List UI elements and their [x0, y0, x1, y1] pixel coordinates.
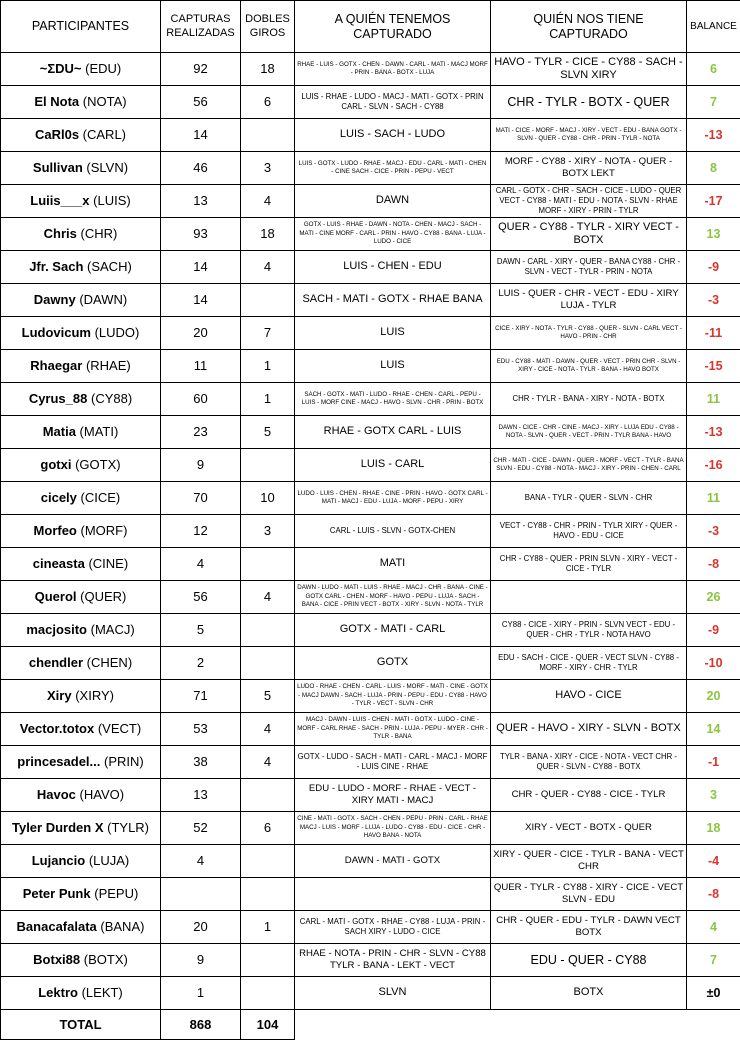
captured-us-cell: MORF - CY88 - XIRY - NOTA - QUER - BOTX LEKT	[491, 152, 687, 185]
captures-cell: 11	[161, 350, 241, 383]
participant-name	[1, 152, 161, 185]
participant-nick: Matia	[43, 424, 76, 439]
balance-cell: 18	[687, 812, 740, 845]
balance-cell: -13	[687, 416, 740, 449]
captured-by-us-cell: SLVN	[295, 977, 491, 1010]
table-row	[1, 152, 740, 185]
captured-us-cell: DAWN - CARL - XIRY - QUER - BANA CY88 - CHR - SLVN - VECT - TYLR - PRIN - NOTA	[491, 251, 687, 284]
double-turns-cell	[241, 119, 295, 152]
captured-by-us-cell: DAWN - LUDO - MATI - LUIS - RHAE - MACJ - CHR - BANA - CINE - GOTX CARL - CHEN - MORF - HAVO - PEPU - LUJA - SACH - BANA - CICE - PRIN VECT - BOTX - XIRY - SLVN - NOTA - TYLR	[295, 581, 491, 614]
balance-cell: 6	[687, 53, 740, 86]
captured-by-us-cell: LUIS - CHEN - EDU	[295, 251, 491, 284]
table-row	[1, 515, 740, 548]
captured-by-us-cell: LUIS - SACH - LUDO	[295, 119, 491, 152]
balance-cell: -4	[687, 845, 740, 878]
participant-code: (HAVO)	[80, 787, 125, 802]
captured-us-cell: XIRY - QUER - CICE - TYLR - BANA - VECT CHR	[491, 845, 687, 878]
captures-cell: 13	[161, 185, 241, 218]
participant-name	[1, 911, 161, 944]
captured-us-cell: CY88 - CICE - XIRY - PRIN - SLVN VECT - EDU - QUER - CHR - TYLR - NOTA HAVO	[491, 614, 687, 647]
participant-name	[1, 713, 161, 746]
total-spacer	[491, 1010, 687, 1040]
table-row	[1, 680, 740, 713]
participant-name	[1, 53, 161, 86]
captures-cell: 71	[161, 680, 241, 713]
captured-by-us-cell: LUIS - CARL	[295, 449, 491, 482]
captured-us-cell: CHR - QUER - EDU - TYLR - DAWN VECT BOTX	[491, 911, 687, 944]
participant-name	[1, 515, 161, 548]
participant-nick: Jfr. Sach	[29, 259, 83, 274]
participant-name	[1, 350, 161, 383]
balance-cell: -9	[687, 251, 740, 284]
balance-cell: 8	[687, 152, 740, 185]
captured-by-us-cell: LUIS	[295, 350, 491, 383]
captured-us-cell: HAVO - CICE	[491, 680, 687, 713]
captured-by-us-cell: LUIS - RHAE - LUDO - MACJ - MATI - GOTX - PRIN CARL - SLVN - SACH - CY88	[295, 86, 491, 119]
captures-cell: 9	[161, 449, 241, 482]
captures-cell: 12	[161, 515, 241, 548]
participant-code: (LEKT)	[82, 985, 123, 1000]
captured-by-us-cell: MACJ - DAWN - LUIS - CHEN - MATI - GOTX - LUDO - CINE - MORF - CARL RHAE - SACH - PRIN - LUJA - PEPU - MYER - CHR - TYLR - BANA	[295, 713, 491, 746]
participant-code: (GOTX)	[75, 457, 121, 472]
header-captured-by-us: A QUIÉN TENEMOS CAPTURADO	[295, 1, 491, 53]
captures-cell: 14	[161, 284, 241, 317]
balance-cell: 20	[687, 680, 740, 713]
participant-nick: cicely	[41, 490, 77, 505]
captured-us-cell: HAVO - TYLR - CICE - CY88 - SACH - SLVN XIRY	[491, 53, 687, 86]
balance-cell: 11	[687, 482, 740, 515]
participant-nick: Lektro	[38, 985, 78, 1000]
captured-by-us-cell: GOTX	[295, 647, 491, 680]
participant-name	[1, 449, 161, 482]
captured-us-cell: VECT - CY88 - CHR - PRIN - TYLR XIRY - QUER - HAVO - EDU - CICE	[491, 515, 687, 548]
table-row	[1, 647, 740, 680]
participant-code: (CICE)	[81, 490, 121, 505]
captured-us-cell: CHR - TYLR - BOTX - QUER	[491, 86, 687, 119]
captured-us-cell: TYLR - BANA - XIRY - CICE - NOTA - VECT CHR - QUER - SLVN - CY88 - BOTX	[491, 746, 687, 779]
participant-name	[1, 317, 161, 350]
double-turns-cell	[241, 845, 295, 878]
captured-us-cell: QUER - HAVO - XIRY - SLVN - BOTX	[491, 713, 687, 746]
captures-cell: 38	[161, 746, 241, 779]
captured-by-us-cell: RHAE - LUIS - GOTX - CHEN - DAWN - CARL - MATI - MACJ MORF - PRIN - BANA - BOTX - LUJA	[295, 53, 491, 86]
table-row	[1, 86, 740, 119]
participant-nick: CaRl0s	[35, 127, 79, 142]
participant-nick: Vector.totox	[20, 721, 94, 736]
captured-by-us-cell: SACH - GOTX - MATI - LUDO - RHAE - CHEN - CARL - PEPU - LUIS - MORF CINE - MACJ - HAVO - SLVN - CHR - PRIN - BOTX	[295, 383, 491, 416]
captured-by-us-cell: DAWN - MATI - GOTX	[295, 845, 491, 878]
balance-cell: -10	[687, 647, 740, 680]
participant-nick: Dawny	[34, 292, 76, 307]
table-row	[1, 581, 740, 614]
participant-code: (CHR)	[81, 226, 118, 241]
double-turns-cell: 3	[241, 152, 295, 185]
participant-nick: Sullivan	[33, 160, 83, 175]
double-turns-cell: 1	[241, 350, 295, 383]
captures-cell: 4	[161, 548, 241, 581]
captured-by-us-cell: EDU - LUDO - MORF - RHAE - VECT - XIRY MATI - MACJ	[295, 779, 491, 812]
captures-cell: 20	[161, 317, 241, 350]
total-spacer	[295, 1010, 491, 1040]
participant-name	[1, 977, 161, 1010]
header-captures: CAPTURAS REALIZADAS	[161, 1, 241, 53]
double-turns-cell: 6	[241, 86, 295, 119]
header-row	[1, 1, 740, 53]
table-row	[1, 449, 740, 482]
captured-by-us-cell	[295, 878, 491, 911]
captures-cell: 5	[161, 614, 241, 647]
table-row	[1, 482, 740, 515]
captures-cell: 14	[161, 251, 241, 284]
header-double-turns: DOBLES GIROS	[241, 1, 295, 53]
captures-cell: 20	[161, 911, 241, 944]
balance-cell: 13	[687, 218, 740, 251]
participant-name	[1, 119, 161, 152]
participant-nick: Rhaegar	[30, 358, 82, 373]
participant-name	[1, 86, 161, 119]
double-turns-cell: 1	[241, 911, 295, 944]
captured-by-us-cell: LUDO - LUIS - CHEN - RHAE - CINE - PRIN - HAVO - GOTX CARL - MATI - MACJ - EDU - LUJA - MORF - PEPU - XIRY	[295, 482, 491, 515]
participant-name	[1, 878, 161, 911]
table-row	[1, 284, 740, 317]
balance-cell: 11	[687, 383, 740, 416]
captured-by-us-cell: CARL - MATI - GOTX - RHAE - CY88 - LUJA - PRIN - SACH XIRY - LUDO - CICE	[295, 911, 491, 944]
participant-code: (CINE)	[88, 556, 128, 571]
participant-nick: cineasta	[33, 556, 85, 571]
balance-cell: -3	[687, 284, 740, 317]
double-turns-cell	[241, 284, 295, 317]
participant-code: (VECT)	[98, 721, 141, 736]
participant-nick: Botxi88	[33, 952, 80, 967]
header-balance: BALANCE	[687, 1, 740, 53]
participant-code: (LUIS)	[93, 193, 131, 208]
captured-us-cell: QUER - TYLR - CY88 - XIRY - CICE - VECT SLVN - EDU	[491, 878, 687, 911]
participant-code: (NOTA)	[83, 94, 127, 109]
captures-cell: 56	[161, 581, 241, 614]
captures-cell: 2	[161, 647, 241, 680]
participant-name	[1, 614, 161, 647]
participant-code: (LUJA)	[89, 853, 129, 868]
double-turns-cell	[241, 647, 295, 680]
table-row	[1, 317, 740, 350]
participant-nick: Tyler Durden X	[12, 820, 104, 835]
captures-cell: 60	[161, 383, 241, 416]
participant-nick: gotxi	[40, 457, 71, 472]
table-row	[1, 416, 740, 449]
participant-name	[1, 647, 161, 680]
captured-by-us-cell: SACH - MATI - GOTX - RHAE BANA	[295, 284, 491, 317]
participant-name	[1, 548, 161, 581]
balance-cell: -16	[687, 449, 740, 482]
captured-us-cell: CARL - GOTX - CHR - SACH - CICE - LUDO - QUER VECT - CY88 - MATI - EDU - NOTA - SLVN - RHAE MORF - XIRY - PRIN - TYLR	[491, 185, 687, 218]
table-row	[1, 944, 740, 977]
participant-nick: Xiry	[47, 688, 72, 703]
captured-us-cell: BOTX	[491, 977, 687, 1010]
captured-us-cell: CHR - TYLR - BANA - XIRY - NOTA - BOTX	[491, 383, 687, 416]
captured-by-us-cell: LUIS	[295, 317, 491, 350]
double-turns-cell	[241, 779, 295, 812]
table-row	[1, 845, 740, 878]
double-turns-cell	[241, 614, 295, 647]
participant-nick: Ludovicum	[22, 325, 91, 340]
double-turns-cell: 4	[241, 713, 295, 746]
participant-nick: princesadel...	[17, 754, 100, 769]
balance-cell: -1	[687, 746, 740, 779]
captured-by-us-cell: MATI	[295, 548, 491, 581]
participant-name	[1, 845, 161, 878]
table-row	[1, 548, 740, 581]
total-doubles: 104	[241, 1010, 295, 1040]
captured-us-cell: CHR - QUER - CY88 - CICE - TYLR	[491, 779, 687, 812]
double-turns-cell: 3	[241, 515, 295, 548]
table-row	[1, 218, 740, 251]
captures-cell: 13	[161, 779, 241, 812]
participant-nick: Querol	[35, 589, 77, 604]
balance-cell: 4	[687, 911, 740, 944]
participant-name	[1, 812, 161, 845]
participant-nick: Luiis___x	[30, 193, 89, 208]
captured-us-cell: MATI - CICE - MORF - MACJ - XIRY - VECT - EDU - BANA GOTX - SLVN - QUER - CY88 - CHR - PRIN - TYLR - NOTA	[491, 119, 687, 152]
table-row	[1, 911, 740, 944]
participant-code: (MORF)	[81, 523, 128, 538]
table-row	[1, 977, 740, 1010]
total-label: TOTAL	[1, 1010, 161, 1040]
captured-us-cell	[491, 581, 687, 614]
captured-us-cell: EDU - SACH - CICE - QUER - VECT SLVN - CY88 - MORF - XIRY - CHR - TYLR	[491, 647, 687, 680]
table-row	[1, 350, 740, 383]
captured-us-cell: EDU - QUER - CY88	[491, 944, 687, 977]
double-turns-cell: 4	[241, 581, 295, 614]
double-turns-cell: 18	[241, 218, 295, 251]
participant-code: (MACJ)	[91, 622, 135, 637]
participant-code: (SLVN)	[86, 160, 128, 175]
table-body	[1, 53, 740, 1010]
participant-code: (CY88)	[91, 391, 132, 406]
double-turns-cell	[241, 977, 295, 1010]
balance-cell: -8	[687, 548, 740, 581]
captured-by-us-cell: LUIS - GOTX - LUDO - RHAE - MACJ - EDU - CARL - MATI - CHEN - CINE SACH - CICE - PRIN - PEPU - VECT	[295, 152, 491, 185]
balance-cell: 3	[687, 779, 740, 812]
participant-nick: El Nota	[34, 94, 79, 109]
balance-cell: -11	[687, 317, 740, 350]
captured-us-cell: CHR - MATI - CICE - DAWN - QUER - MORF - VECT - TYLR - BANA SLVN - EDU - CY88 - NOTA - MACJ - XIRY - PRIN - CHEN - CARL	[491, 449, 687, 482]
balance-cell: -9	[687, 614, 740, 647]
participant-name	[1, 383, 161, 416]
total-captures: 868	[161, 1010, 241, 1040]
double-turns-cell	[241, 548, 295, 581]
participant-code: (QUER)	[80, 589, 126, 604]
balance-cell: 7	[687, 86, 740, 119]
participant-name	[1, 944, 161, 977]
participant-code: (PRIN)	[104, 754, 144, 769]
participant-name	[1, 284, 161, 317]
participant-nick: chendler	[29, 655, 83, 670]
captured-by-us-cell: RHAE - GOTX CARL - LUIS	[295, 416, 491, 449]
participant-code: (RHAE)	[86, 358, 131, 373]
captured-by-us-cell: CINE - MATI - GOTX - SACH - CHEN - PEPU - PRIN - CARL - RHAE MACJ - LUIS - MORF - LUJA - LUDO - CY88 - EDU - CICE - CHR - HAVO BANA - NOTA	[295, 812, 491, 845]
balance-cell: 14	[687, 713, 740, 746]
captured-us-cell: CHR - CY88 - QUER - PRIN SLVN - XIRY - VECT - CICE - TYLR	[491, 548, 687, 581]
captures-cell: 70	[161, 482, 241, 515]
balance-cell: -15	[687, 350, 740, 383]
total-spacer	[687, 1010, 740, 1040]
captures-cell: 53	[161, 713, 241, 746]
double-turns-cell	[241, 878, 295, 911]
captured-us-cell: BANA - TYLR - QUER - SLVN - CHR	[491, 482, 687, 515]
participant-code: (BANA)	[100, 919, 144, 934]
captured-us-cell: EDU - CY88 - MATI - DAWN - QUER - VECT - PRIN CHR - SLVN - XIRY - CICE - NOTA - TYLR - BANA - HAVO BOTX	[491, 350, 687, 383]
table-row	[1, 878, 740, 911]
participant-nick: Chris	[44, 226, 77, 241]
captures-cell: 93	[161, 218, 241, 251]
captured-by-us-cell: GOTX - MATI - CARL	[295, 614, 491, 647]
double-turns-cell: 4	[241, 185, 295, 218]
captures-cell: 23	[161, 416, 241, 449]
captured-by-us-cell: GOTX - LUDO - SACH - MATI - CARL - MACJ - MORF - LUIS CINE - RHAE	[295, 746, 491, 779]
table-row	[1, 383, 740, 416]
participant-nick: Banacafalata	[17, 919, 97, 934]
captured-us-cell: XIRY - VECT - BOTX - QUER	[491, 812, 687, 845]
captures-cell	[161, 878, 241, 911]
double-turns-cell: 1	[241, 383, 295, 416]
double-turns-cell: 5	[241, 416, 295, 449]
table-row	[1, 713, 740, 746]
table-row	[1, 185, 740, 218]
participant-name	[1, 680, 161, 713]
participant-code: (TYLR)	[107, 820, 149, 835]
total-row	[1, 1010, 740, 1040]
captures-cell: 9	[161, 944, 241, 977]
double-turns-cell: 4	[241, 251, 295, 284]
captures-cell: 1	[161, 977, 241, 1010]
double-turns-cell	[241, 944, 295, 977]
double-turns-cell: 7	[241, 317, 295, 350]
captures-cell: 92	[161, 53, 241, 86]
captured-by-us-cell: RHAE - NOTA - PRIN - CHR - SLVN - CY88 TYLR - BANA - LEKT - VECT	[295, 944, 491, 977]
captured-by-us-cell: LUDO - RHAE - CHEN - CARL - LUIS - MORF - MATI - CINE - GOTX - MACJ DAWN - SACH - LUJA - PRIN - PEPU - EDU - CY88 - HAVO - TYLR - VECT - SLVN - CHR	[295, 680, 491, 713]
balance-cell: 7	[687, 944, 740, 977]
participant-code: (EDU)	[85, 61, 121, 76]
participant-code: (SACH)	[87, 259, 132, 274]
table-row	[1, 746, 740, 779]
balance-cell: -17	[687, 185, 740, 218]
participant-name	[1, 416, 161, 449]
participant-nick: Havoc	[37, 787, 76, 802]
balance-cell: 26	[687, 581, 740, 614]
participant-nick: macjosito	[26, 622, 87, 637]
double-turns-cell: 5	[241, 680, 295, 713]
header-captured-us: QUIÉN NOS TIENE CAPTURADO	[491, 1, 687, 53]
participant-code: (DAWN)	[79, 292, 127, 307]
captured-us-cell: LUIS - QUER - CHR - VECT - EDU - XIRY LUJA - TYLR	[491, 284, 687, 317]
double-turns-cell: 4	[241, 746, 295, 779]
participant-nick: Cyrus_88	[29, 391, 88, 406]
balance-cell: ±0	[687, 977, 740, 1010]
participant-name	[1, 218, 161, 251]
participant-code: (LUDO)	[95, 325, 140, 340]
captured-us-cell: QUER - CY88 - TYLR - XIRY VECT - BOTX	[491, 218, 687, 251]
balance-cell: -8	[687, 878, 740, 911]
double-turns-cell: 18	[241, 53, 295, 86]
table-row	[1, 614, 740, 647]
participant-code: (XIRY)	[75, 688, 114, 703]
captured-by-us-cell: GOTX - LUIS - RHAE - DAWN - NOTA - CHEN - MACJ - SACH - MATI - CINE MORF - CARL - PRIN - HAVO - CY88 - BANA - LUJA - LUDO - CICE	[295, 218, 491, 251]
participant-nick: Morfeo	[34, 523, 77, 538]
participant-name	[1, 251, 161, 284]
captures-cell: 46	[161, 152, 241, 185]
double-turns-cell: 10	[241, 482, 295, 515]
participant-name	[1, 779, 161, 812]
captures-cell: 14	[161, 119, 241, 152]
participant-nick: Lujancio	[32, 853, 85, 868]
captured-by-us-cell: DAWN	[295, 185, 491, 218]
balance-cell: -3	[687, 515, 740, 548]
table-row	[1, 812, 740, 845]
captures-cell: 4	[161, 845, 241, 878]
captured-us-cell: CICE - XIRY - NOTA - TYLR - CY88 - QUER - SLVN - CARL VECT - HAVO - PRIN - CHR	[491, 317, 687, 350]
balance-cell: -13	[687, 119, 740, 152]
participant-code: (MATI)	[80, 424, 119, 439]
double-turns-cell: 6	[241, 812, 295, 845]
participant-name	[1, 581, 161, 614]
participant-code: (CARL)	[83, 127, 126, 142]
participant-name	[1, 482, 161, 515]
captured-us-cell: DAWN - CICE - CHR - CINE - MACJ - XIRY - LUJA EDU - CY88 - NOTA - SLVN - QUER - VECT - PRIN - TYLR BANA - HAVO	[491, 416, 687, 449]
header-participants: PARTICIPANTES	[1, 1, 161, 53]
table-row	[1, 779, 740, 812]
participant-nick: ~ΣDU~	[40, 61, 82, 76]
captures-cell: 56	[161, 86, 241, 119]
participant-name	[1, 746, 161, 779]
table-row	[1, 53, 740, 86]
participant-nick: Peter Punk	[23, 886, 91, 901]
captured-by-us-cell: CARL - LUIS - SLVN - GOTX-CHEN	[295, 515, 491, 548]
participant-code: (PEPU)	[94, 886, 138, 901]
participant-name	[1, 185, 161, 218]
table-row	[1, 251, 740, 284]
captures-cell: 52	[161, 812, 241, 845]
participant-code: (BOTX)	[84, 952, 128, 967]
participant-code: (CHEN)	[87, 655, 133, 670]
double-turns-cell	[241, 449, 295, 482]
table-row	[1, 119, 740, 152]
